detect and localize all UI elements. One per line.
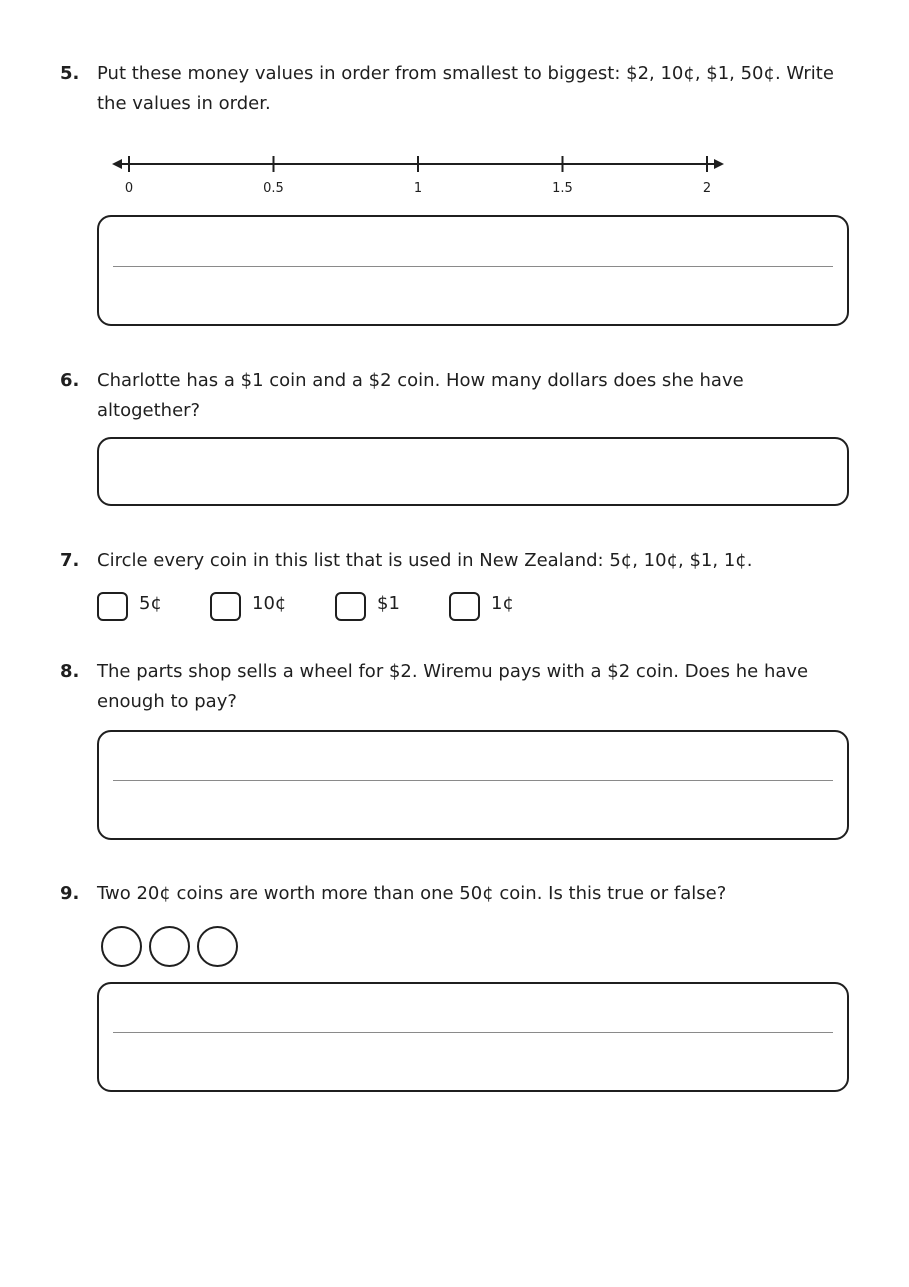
choice-5c[interactable] (97, 590, 197, 622)
question-text: The parts shop sells a wheel for $2. Wiremu pays with a $2 coin. Does he have enough to pay? (97, 661, 809, 712)
coin-circle[interactable] (101, 926, 142, 967)
number-line (110, 150, 730, 200)
question-6 (60, 366, 850, 426)
coin-circle[interactable] (149, 926, 190, 967)
tick-label: 1.5 (552, 181, 573, 196)
choice-label: 1¢ (491, 593, 514, 614)
question-text: Circle every coin in this list that is used in New Zealand: 5¢, 10¢, $1, 1¢. (97, 550, 753, 571)
question-text: Two 20¢ coins are worth more than one 50¢ coin. Is this true or false? (97, 883, 727, 904)
answer-box-5[interactable] (97, 215, 849, 326)
answer-box-9[interactable] (97, 982, 849, 1092)
question-9 (60, 879, 850, 909)
question-5 (60, 59, 850, 119)
choice-label: $1 (377, 593, 400, 614)
choice-label: 5¢ (139, 593, 162, 614)
choice-label: 10¢ (252, 593, 287, 614)
question-number: 5. (60, 63, 80, 84)
question-number: 9. (60, 883, 80, 904)
choice-1-dollar[interactable] (335, 590, 435, 622)
tick-label: 0 (124, 181, 134, 196)
coin-circle[interactable] (197, 926, 238, 967)
question-number: 6. (60, 370, 80, 391)
checkbox[interactable] (210, 592, 241, 621)
question-text: Put these money values in order from smallest to biggest: $2, 10¢, $1, 50¢. Write the values in order. (97, 63, 834, 114)
tick-label: 0.5 (263, 181, 284, 196)
checkbox[interactable] (449, 592, 480, 621)
writing-line (113, 1032, 833, 1033)
tick-label: 1 (413, 181, 423, 196)
tick-label: 2 (702, 181, 712, 196)
answer-box-8[interactable] (97, 730, 849, 840)
question-number: 8. (60, 661, 80, 682)
question-7 (60, 546, 850, 576)
question-8 (60, 657, 850, 717)
checkbox[interactable] (335, 592, 366, 621)
choice-1c[interactable] (449, 590, 549, 622)
writing-line (113, 266, 833, 267)
answer-box-6[interactable] (97, 437, 849, 506)
checkbox[interactable] (97, 592, 128, 621)
writing-line (113, 780, 833, 781)
choice-10c[interactable] (210, 590, 320, 622)
number-line-axis (110, 150, 730, 180)
question-text: Charlotte has a $1 coin and a $2 coin. How many dollars does she have altogether? (97, 370, 744, 421)
question-number: 7. (60, 550, 80, 571)
